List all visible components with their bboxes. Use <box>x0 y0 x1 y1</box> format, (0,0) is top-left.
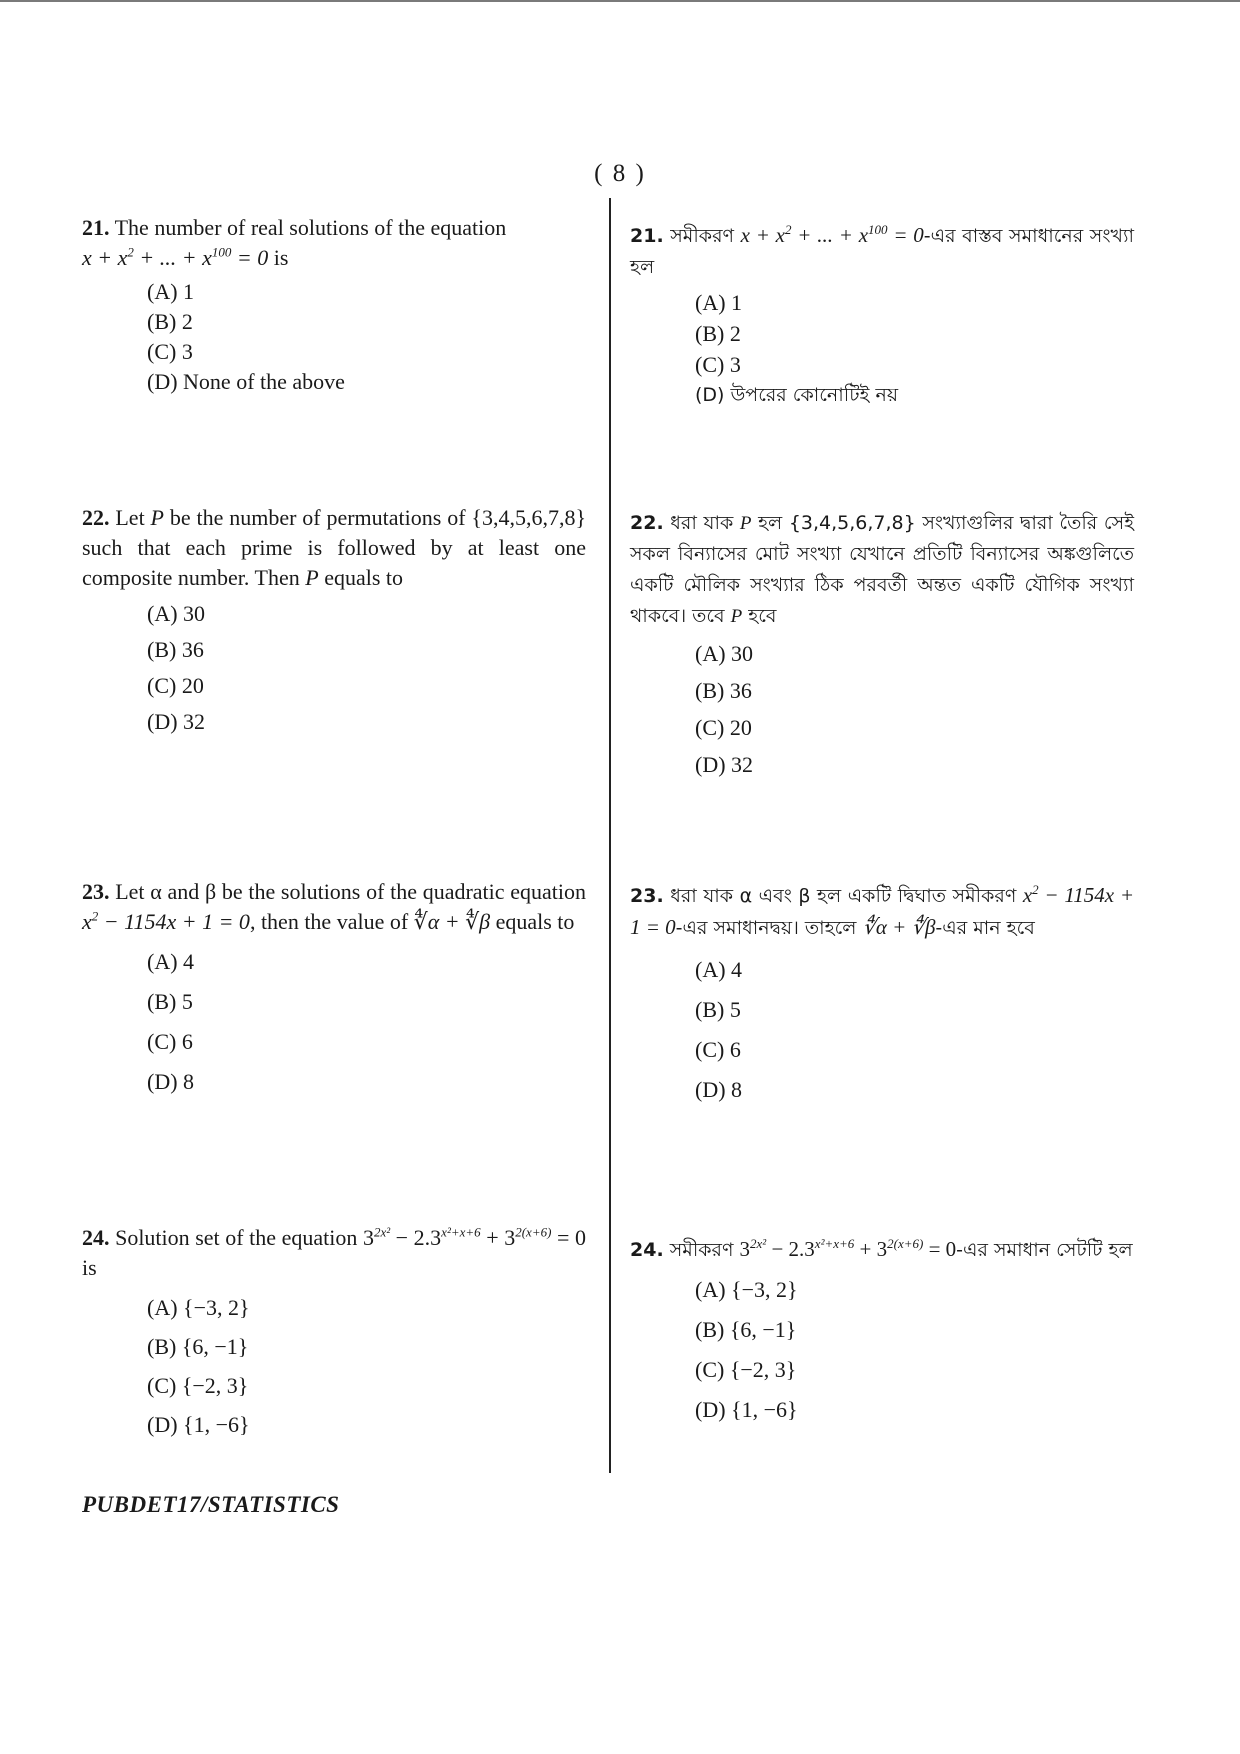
eq-part: = 0 <box>231 245 269 270</box>
eq-exponent: 2x² <box>373 1224 391 1240</box>
stem-text: সমীকরণ <box>669 1239 740 1261</box>
question-number: 21. <box>82 215 110 240</box>
eq-part: = 0 <box>551 1225 586 1250</box>
option-d: (D) 8 <box>147 1069 195 1094</box>
eq-part: + ... + x <box>133 245 212 270</box>
question-number: 24. <box>82 1225 110 1250</box>
eq-part: x + x <box>82 245 128 270</box>
question-stem <box>82 877 586 937</box>
eq-part: − 2.3 <box>766 1237 815 1261</box>
stem-text: is <box>82 1255 97 1280</box>
equation <box>363 1225 586 1250</box>
option-c: (C) 6 <box>147 1029 193 1054</box>
option-a: (A) {−3, 2} <box>147 1295 250 1320</box>
eq-exponent: 2(x+6) <box>515 1224 552 1240</box>
eq-part: x <box>1022 883 1033 907</box>
option-b: (B) 2 <box>695 321 741 346</box>
option-a: (A) 1 <box>695 290 743 315</box>
option-d: (D) 32 <box>147 709 206 734</box>
option-a: (A) 30 <box>147 601 206 626</box>
stem-text: is <box>268 245 289 270</box>
question-number: 23. <box>630 885 664 907</box>
stem-text: সমীকরণ <box>670 225 741 247</box>
option-c: (C) {−2, 3} <box>695 1357 797 1382</box>
top-rule <box>0 0 1240 2</box>
option-b: (B) {6, −1} <box>147 1334 249 1359</box>
option-b: (B) 5 <box>147 989 193 1014</box>
question-stem <box>630 508 1134 632</box>
question-23-en <box>82 877 586 1097</box>
question-24-bn <box>630 1234 1134 1425</box>
eq-exponent: 2(x+6) <box>887 1236 924 1251</box>
question-22-en <box>82 503 586 737</box>
options-list <box>82 947 586 1097</box>
question-24-en <box>82 1223 586 1440</box>
option-c: (C) 6 <box>695 1037 741 1062</box>
eq-exponent: 2 <box>127 244 134 260</box>
options-list <box>630 1274 1134 1425</box>
option-b: (B) 36 <box>147 637 204 662</box>
option-b: (B) 5 <box>695 997 741 1022</box>
eq-part: = 0 <box>887 223 924 247</box>
stem-text: ধরা যাক α এবং β হল একটি দ্বিঘাত সমীকরণ <box>670 885 1023 907</box>
eq-part: − 1154x + 1 = 0 <box>630 883 1134 939</box>
question-stem <box>82 503 586 593</box>
option-d: (D) {1, −6} <box>147 1412 250 1437</box>
eq-part: 3 <box>362 1225 374 1250</box>
eq-part: − 2.3 <box>390 1225 442 1250</box>
eq-exponent: 100 <box>211 244 232 260</box>
eq-exponent: 2 <box>784 222 792 237</box>
stem-text: Let α and β be the solutions of the quadratic equation <box>115 879 587 904</box>
option-a: (A) 30 <box>695 641 754 666</box>
eq-part: 3 <box>739 1237 751 1261</box>
option-a: (A) 4 <box>147 949 195 974</box>
question-21-bn <box>630 220 1134 411</box>
variable-p: P <box>150 505 164 530</box>
eq-part: + 3 <box>480 1225 516 1250</box>
stem-text: Let <box>115 505 151 530</box>
question-stem <box>82 213 586 273</box>
stem-text: -এর মান হবে <box>935 917 1035 939</box>
option-a: (A) {−3, 2} <box>695 1277 798 1302</box>
question-number: 23. <box>82 879 110 904</box>
option-d: (D) উপরের কোনোটিই নয় <box>695 384 899 406</box>
stem-text: equals to <box>490 909 575 934</box>
question-22-bn <box>630 508 1134 780</box>
options-list <box>82 599 586 737</box>
stem-text: Solution set of the equation <box>115 1225 363 1250</box>
question-number: 24. <box>630 1239 664 1261</box>
root-expression: ∜α + ∜β <box>862 915 936 939</box>
option-d: (D) {1, −6} <box>695 1397 798 1422</box>
option-b: (B) 36 <box>695 678 752 703</box>
option-c: (C) {−2, 3} <box>147 1373 249 1398</box>
stem-text: The number of real solutions of the equation <box>114 215 507 240</box>
question-stem <box>630 1234 1134 1266</box>
eq-exponent: x²+x+6 <box>441 1224 481 1240</box>
options-list <box>82 1293 586 1440</box>
option-a: (A) 1 <box>147 279 195 304</box>
variable-p: P <box>305 565 319 590</box>
equation <box>740 1237 957 1261</box>
footer-code: PUBDET17/STATISTICS <box>82 1492 340 1517</box>
eq-exponent: x²+x+6 <box>814 1236 855 1251</box>
eq-exponent: 2 <box>1032 882 1039 897</box>
stem-text: , then the value of <box>249 909 414 934</box>
equation <box>741 223 924 247</box>
options-list <box>630 954 1134 1105</box>
eq-part: + 3 <box>854 1237 888 1261</box>
page-number: ( 8 ) <box>594 160 646 187</box>
option-a: (A) 4 <box>695 957 743 982</box>
option-d: (D) 8 <box>695 1077 743 1102</box>
options-list <box>82 277 586 397</box>
stem-text: equals to <box>318 565 404 590</box>
equation <box>82 245 268 270</box>
question-stem <box>82 1223 586 1283</box>
option-b: (B) 2 <box>147 309 193 334</box>
option-c: (C) 20 <box>695 715 752 740</box>
stem-text: হবে <box>742 605 777 627</box>
equation <box>82 909 250 934</box>
option-b: (B) {6, −1} <box>695 1317 797 1342</box>
stem-text: be the number of permutations of {3,4,5,6,7,8} such that each prime is followed by at least one composite number. Then <box>82 505 586 590</box>
stem-text: হল {3,4,5,6,7,8} সংখ্যাগুলির দ্বারা তৈরি সেই সকল বিন্যাসের মোট সংখ্যা যেখানে প্রতিটি বিন্যাসের অঙ্কগুলিতে একটি মৌলিক সংখ্যার ঠিক পরবর্তী অন্তত একটি যৌগিক সংখ্যা থাকবে। তবে <box>630 512 1134 627</box>
option-c: (C) 3 <box>147 339 193 364</box>
question-stem <box>630 220 1134 283</box>
eq-exponent: 2x² <box>750 1236 767 1251</box>
question-stem <box>630 880 1134 944</box>
question-number: 21. <box>630 225 664 247</box>
eq-exponent: 100 <box>868 222 888 237</box>
options-list <box>630 638 1134 780</box>
stem-text: -এর সমাধান সেটটি হল <box>956 1239 1133 1261</box>
question-number: 22. <box>630 512 664 534</box>
option-d: (D) None of the above <box>147 369 345 394</box>
stem-text: -এর সমাধানদ্বয়। তাহলে <box>675 917 863 939</box>
root-expression: ∜α + ∜β <box>413 909 491 934</box>
variable-p: P <box>730 606 743 627</box>
eq-part: + ... + x <box>791 223 869 247</box>
question-21-en <box>82 213 586 397</box>
column-divider <box>609 198 611 1473</box>
question-number: 22. <box>82 505 110 530</box>
eq-part: x + x <box>740 223 785 247</box>
eq-part: − 1154x + 1 = 0 <box>98 909 250 934</box>
options-list <box>630 287 1134 411</box>
eq-exponent: 2 <box>91 908 99 924</box>
option-c: (C) 20 <box>147 673 204 698</box>
stem-text: -এর বাস্তব সমাধানের সংখ্যা হল <box>630 225 1135 278</box>
eq-part: = 0 <box>923 1237 957 1261</box>
stem-text: ধরা যাক <box>670 512 740 534</box>
variable-p: P <box>739 513 752 534</box>
question-23-bn <box>630 880 1134 1105</box>
option-d: (D) 32 <box>695 752 754 777</box>
eq-part: x <box>82 909 92 934</box>
option-c: (C) 3 <box>695 352 741 377</box>
